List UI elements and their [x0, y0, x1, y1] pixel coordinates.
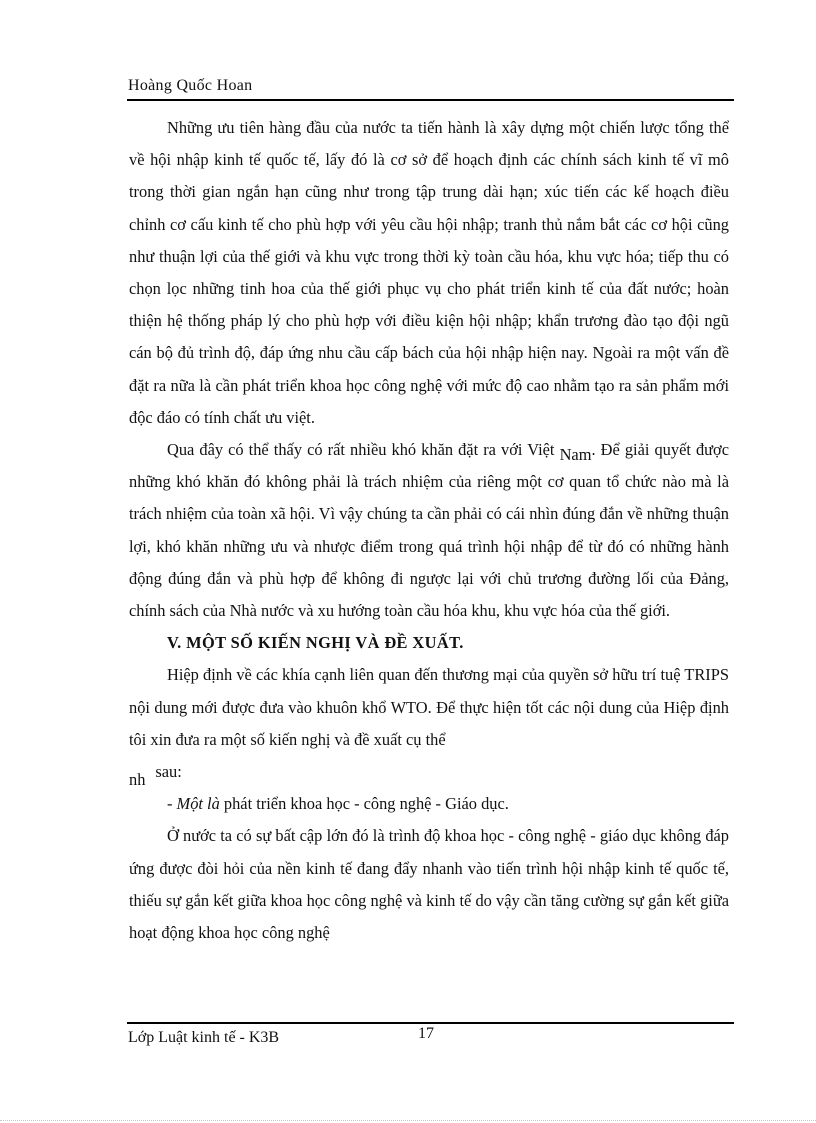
paragraph-difficulties-rest: . Để giải quyết được những khó khăn đó không phải là trách nhiệm của riêng một cơ quan tổ chức nào mà là trách nhiệm của toàn xã hội. Vì vậy chúng ta cần phải có cái nhìn đúng đắn về những thuận lợi, khó khăn những ưu và nhược điểm trong quá trình hội nhập để từ đó có những hành động đúng đắn và phù hợp để không đi ngược lại với chủ trương đường lối của Đảng, chính sách của Nhà nước và xu hướng toàn cầu hóa khu, khu vực hóa của thế giới. — [129, 440, 730, 621]
paragraph-trips-text: Hiệp định về các khía cạnh liên quan đến thương mại của quyền sở hữu trí tuệ TRIPS nội dung mới được đưa vào khuôn khổ WTO. Để thực hiện tốt các nội dung của Hiệp định tôi xin đưa ra một số kiến nghị và đề xuất cụ thể — [129, 665, 729, 749]
list-item-one — [129, 788, 729, 820]
paragraph-priorities: Những ưu tiên hàng đầu của nước ta tiến hành là xây dựng một chiến lược tổng thể về hội nhập kinh tế quốc tế, lấy đó là cơ sở để hoạch định các chính sách kinh tế vĩ mô trong thời gian ngắn hạn cũng như trong tập trung dài hạn; xúc tiến các kế hoạch điều chỉnh cơ cấu kinh tế cho phù hợp với yêu cầu hội nhập; tranh thủ nắm bắt các cơ hội cũng như thuận lợi của thế giới và khu vực trong thời kỳ toàn cầu hóa, khu vực hóa; tiếp thu có chọn lọc những tinh hoa của thế giới phục vụ cho phát triển kinh tế của đất nước; hoàn thiện hệ thống pháp lý cho phù hợp với điều kiện hội nhập; khẩn trương đào tạo đội ngũ cán bộ đủ trình độ, đáp ứng nhu cầu cấp bách của hội nhập hiện nay. Ngoài ra một vấn đề đặt ra nữa là cần phát triển khoa học công nghệ với mức độ cao nhằm tạo ra sản phẩm mới độc đáo có tính chất ưu việt. — [129, 118, 729, 427]
paragraph-science-education: Ở nước ta có sự bất cập lớn đó là trình độ khoa học - công nghệ - giáo dục không đáp ứng được đòi hỏi của nền kinh tế đang đẩy nhanh vào tiến trình hội nhập kinh tế quốc tế, thiếu sự gắn kết giữa khoa học công nghệ và kinh tế do vậy cần tăng cường sự gắn kết giữa hoạt động khoa học công nghệ — [129, 826, 729, 943]
page-number: 17 — [418, 1025, 434, 1042]
document-body — [129, 112, 729, 949]
fragment-nh: nh — [129, 770, 146, 790]
paragraph-trips — [129, 659, 729, 756]
running-header-author: Hoàng Quốc Hoan — [128, 77, 253, 94]
header-rule — [127, 99, 734, 101]
word-nam: Nam — [559, 445, 592, 465]
list-item-one-label: - Một là — [167, 794, 220, 814]
footer-class-label: Lớp Luật kinh tế - K3B — [128, 1029, 280, 1046]
footer-rule — [127, 1022, 734, 1024]
section-heading: V. MỘT SỐ KIẾN NGHỊ VÀ ĐỀ XUẤT. — [167, 633, 464, 653]
fragment-sau: sau: — [155, 762, 182, 782]
paragraph-difficulties — [129, 434, 729, 627]
paragraph-difficulties-start: Qua đây có thể thấy có rất nhiều khó khăn đặt ra với Việt — [167, 440, 555, 460]
page-edge-divider — [0, 1120, 816, 1121]
list-item-one-text: phát triển khoa học - công nghệ - Giáo dục. — [219, 794, 509, 814]
paragraph-trips-end — [129, 756, 729, 788]
